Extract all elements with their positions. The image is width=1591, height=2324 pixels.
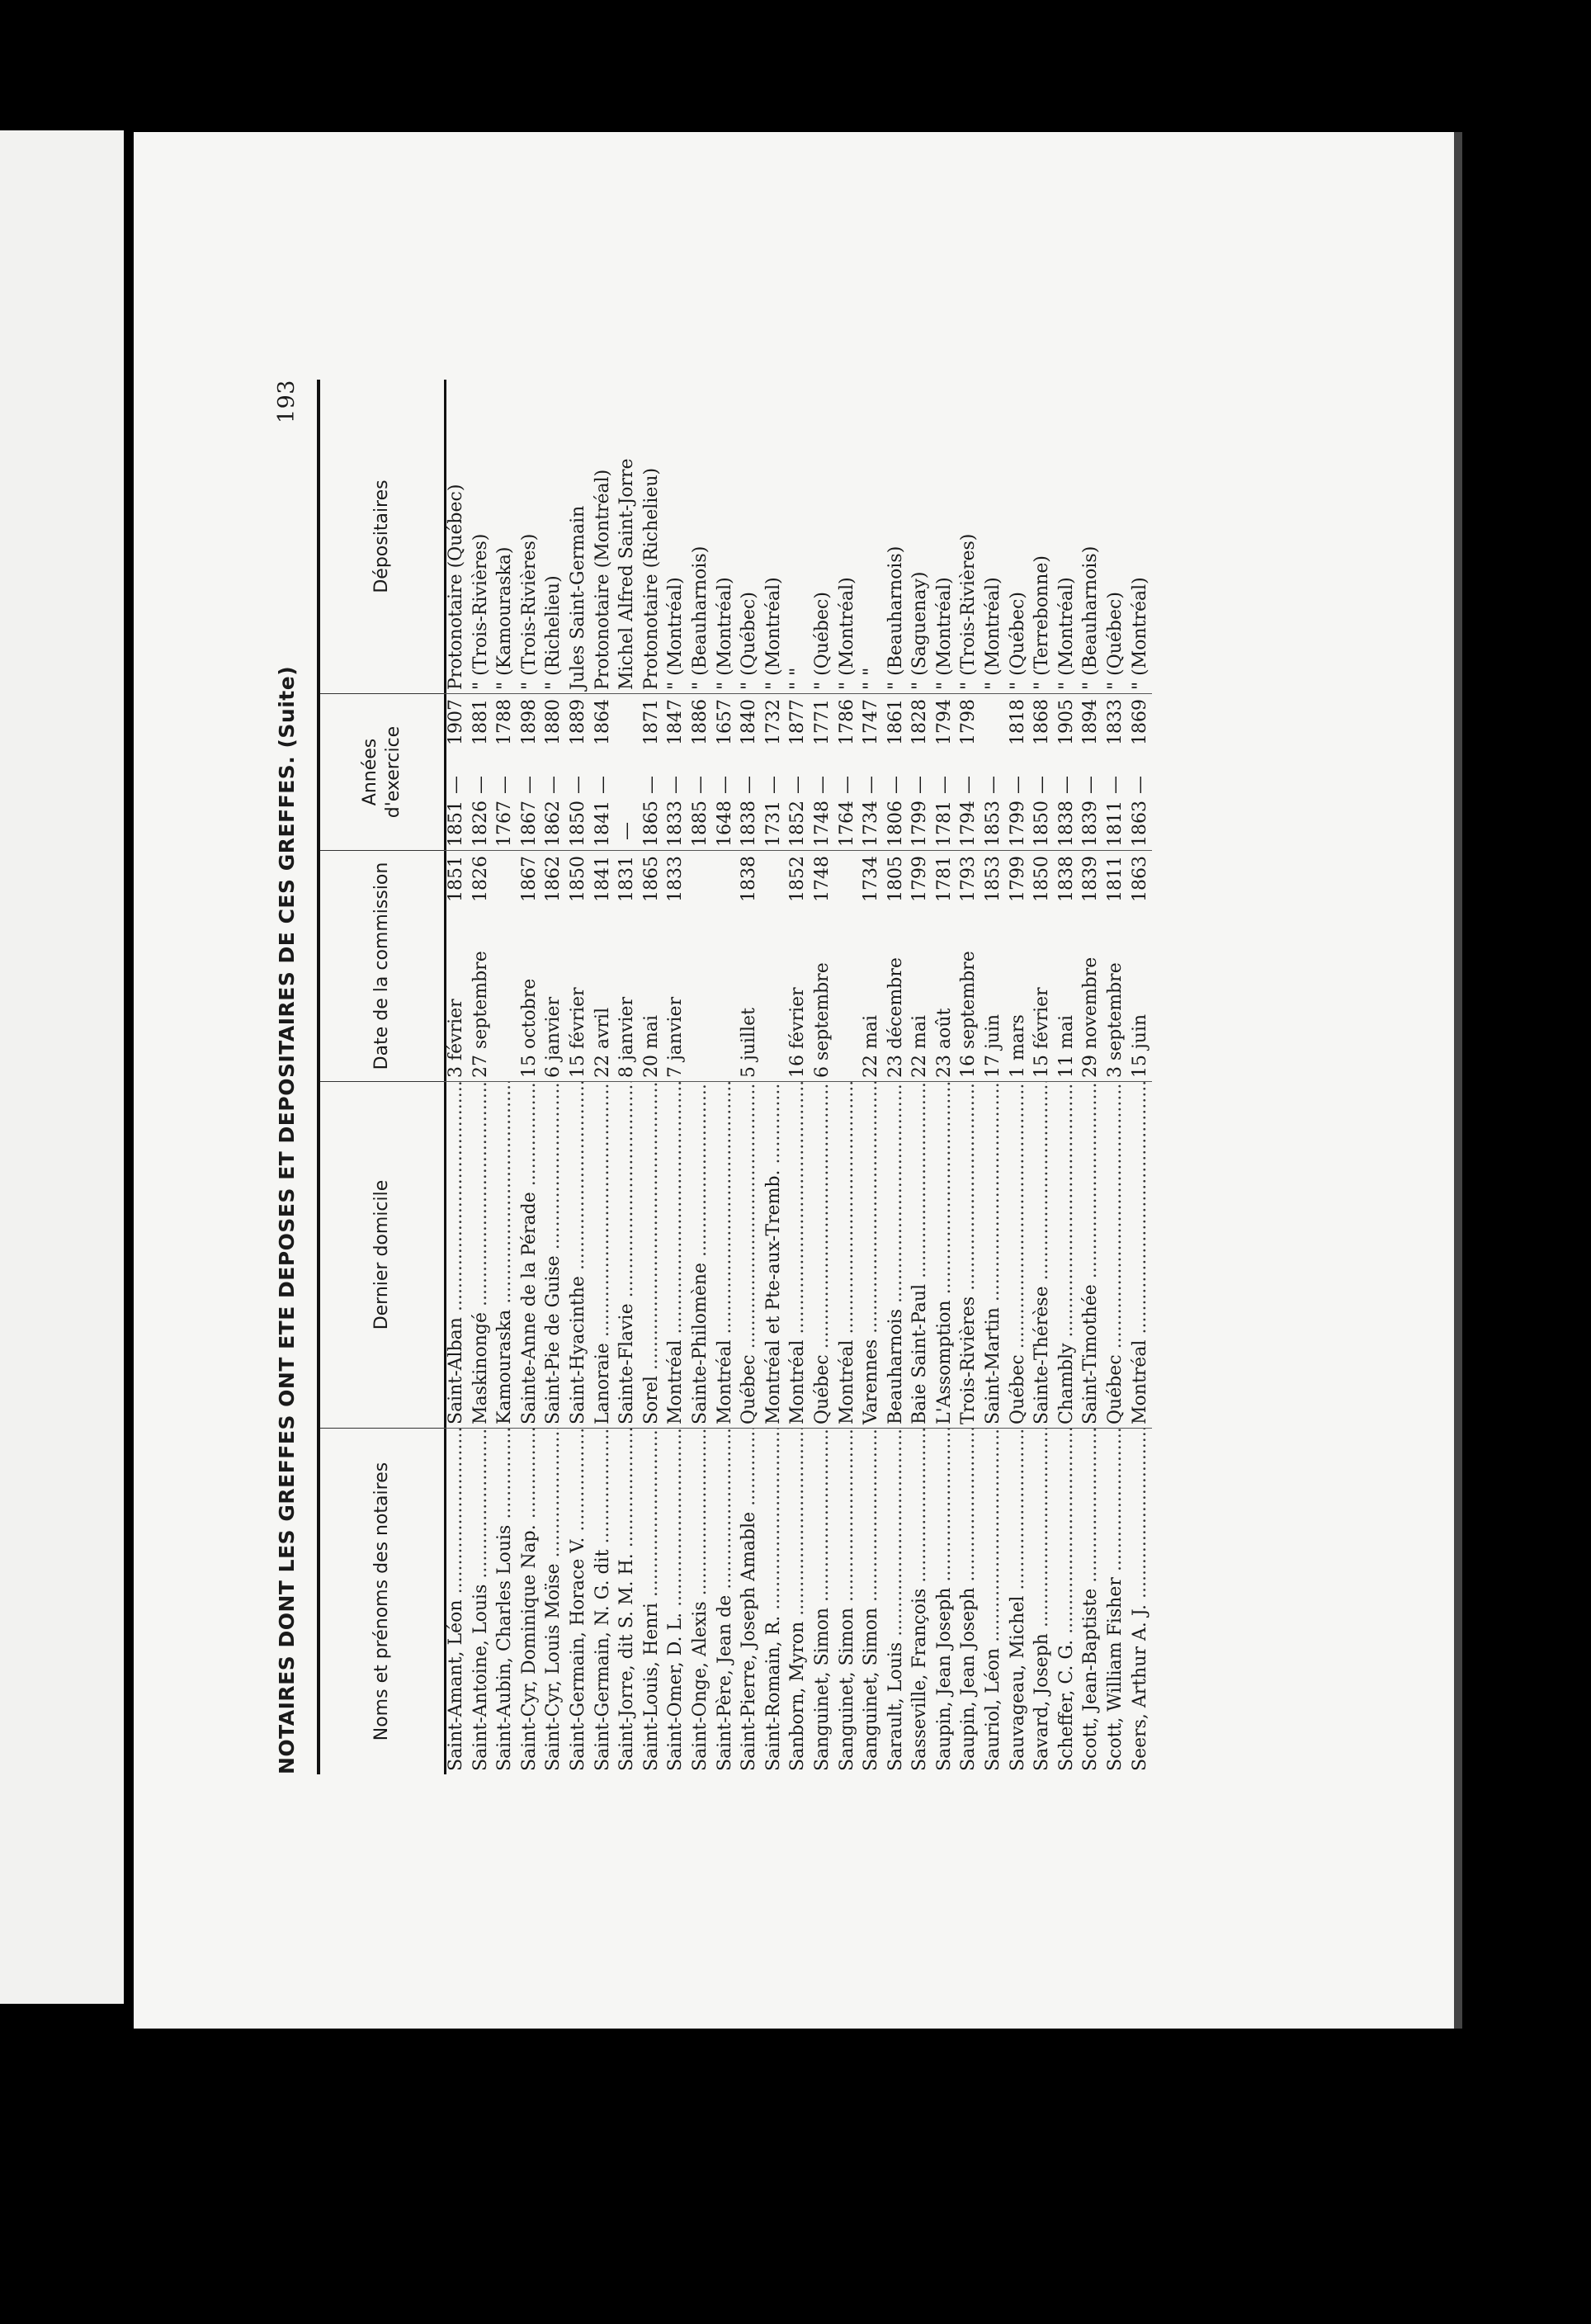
cell-name: Sanguinet, Simon ..... xyxy=(835,1428,860,1774)
cell-years: 1781— 1794 xyxy=(932,693,957,850)
cell-commission: 3 septembre 1811 xyxy=(1103,850,1128,1081)
cell-depositaire: " (Saguenay) xyxy=(909,571,931,690)
cell-name: Saint-Louis, Henri ..... xyxy=(640,1428,664,1774)
cell-domicile: Sorel ..... xyxy=(640,1081,664,1428)
cell-commission: 16 février 1852 xyxy=(786,850,810,1081)
cell-depositaire: Protonotaire (Montréal) xyxy=(592,469,613,690)
cell-domicile: Saint-Pie de Guise ..... xyxy=(541,1081,566,1428)
commission-year: 1781 xyxy=(933,856,955,902)
table-body xyxy=(444,380,1152,1774)
table-row xyxy=(1128,380,1153,1774)
years-to: 1864 xyxy=(592,699,613,745)
cell-depositaire: " (Trois-Rivières) xyxy=(518,533,540,690)
cell-name: Saint-Jorre, dit S. M. H. ..... xyxy=(615,1428,640,1774)
commission-year: 1865 xyxy=(640,856,662,902)
cell-years: 1794— 1798 xyxy=(956,693,981,850)
commission-year: 1850 xyxy=(567,856,588,902)
cell-domicile: Maskinongé ..... xyxy=(469,1081,493,1428)
cell-years: 1850— 1868 xyxy=(1030,693,1055,850)
years-to: 1905 xyxy=(1055,699,1077,745)
table-row xyxy=(1103,380,1128,1774)
cell-depositaire: " (Montréal) xyxy=(665,577,687,690)
cell-name: Scott, Jean-Baptiste ..... xyxy=(1079,1428,1103,1774)
cell-domicile: Montréal ..... xyxy=(835,1081,860,1428)
cell-domicile: Montréal et Pte-aux-Tremb. ..... xyxy=(762,1081,786,1428)
header-commission: Date de la commission xyxy=(320,850,444,1081)
cell-depositaire: " (Montréal) xyxy=(714,577,735,690)
cell-depositaire: " (Trois-Rivières) xyxy=(958,533,980,690)
cell-commission xyxy=(835,850,860,1081)
commission-year: 1850 xyxy=(1032,856,1053,902)
years-to: 1798 xyxy=(958,699,980,745)
cell-name: Saint-Père, Jean de ..... xyxy=(713,1428,738,1774)
cell-commission xyxy=(762,850,786,1081)
cell-years: — xyxy=(615,693,640,850)
commission-year: 1748 xyxy=(811,856,833,902)
cell-depositaire: " (Richelieu) xyxy=(543,575,564,690)
cell-commission xyxy=(493,850,517,1081)
years-to: 1886 xyxy=(689,699,711,745)
years-to: 1828 xyxy=(909,699,931,745)
cell-name: Seers, Arthur A. J. ..... xyxy=(1128,1428,1153,1774)
years-to: 1818 xyxy=(1007,699,1028,745)
cell-years: 1764— 1786 xyxy=(835,693,860,850)
cell-commission: 15 février 1850 xyxy=(1030,850,1055,1081)
cell-name: Saupin, Jean Joseph ..... xyxy=(932,1428,957,1774)
commission-year: 1853 xyxy=(983,856,1004,902)
cell-domicile: Montréal ..... xyxy=(1128,1081,1153,1428)
years-to: 1747 xyxy=(861,699,882,745)
years-to: 1881 xyxy=(470,699,491,745)
cell-name: Scheffer, C. G. ..... xyxy=(1055,1428,1079,1774)
cell-name: Saint-Amant, Léon ..... xyxy=(444,1428,469,1774)
cell-years: 1853— xyxy=(981,693,1006,850)
cell-years: 1867— 1898 xyxy=(517,693,542,850)
cell-domicile: Sainte-Thérèse ..... xyxy=(1030,1081,1055,1428)
cell-name: Saint-Antoine, Louis ..... xyxy=(469,1428,493,1774)
left-page-edge xyxy=(0,130,124,2004)
cell-name: Saint-Romain, R. ..... xyxy=(762,1428,786,1774)
years-to: 1771 xyxy=(811,699,833,745)
header-name: Noms et prénoms des notaires xyxy=(320,1428,444,1774)
table-row xyxy=(810,380,835,1774)
years-to: 1847 xyxy=(665,699,687,745)
cell-years: 1885— 1886 xyxy=(688,693,713,850)
commission-year: 1833 xyxy=(665,856,687,902)
cell-depositaire: " (Terrebonne) xyxy=(1032,555,1053,690)
table-row xyxy=(884,380,909,1774)
years-to: 1907 xyxy=(446,699,466,745)
cell-commission xyxy=(713,850,738,1081)
cell-depositaire: " (Québec) xyxy=(1105,592,1126,690)
header-years: Années d'exercice xyxy=(320,693,444,850)
cell-commission: 3 février 1851 xyxy=(444,850,469,1081)
cell-commission: 1 mars 1799 xyxy=(1006,850,1031,1081)
page-title: NOTAIRES DONT LES GREFFES ONT ETE DEPOSES ET DEPOSITAIRES DE CES GREFFES. (Suite) xyxy=(275,665,299,1774)
cell-years: 1851— 1907 xyxy=(444,693,469,850)
commission-year: 1799 xyxy=(909,856,931,902)
rotated-table-block xyxy=(264,380,1188,1774)
cell-depositaire: " (Beauharnois) xyxy=(1080,546,1102,690)
cell-years: 1838— 1840 xyxy=(737,693,762,850)
cell-depositaire: " (Montréal) xyxy=(1129,577,1150,690)
table-row xyxy=(908,380,932,1774)
commission-year: 1793 xyxy=(958,856,980,902)
table-row xyxy=(1006,380,1031,1774)
cell-name: Sasseville, François ..... xyxy=(908,1428,932,1774)
cell-name: Saint-Germain, N. G. dit ..... xyxy=(591,1428,616,1774)
table-row xyxy=(1079,380,1103,1774)
cell-depositaire: " (Québec) xyxy=(1007,592,1028,690)
cell-commission: 27 septembre 1826 xyxy=(469,850,493,1081)
cell-commission xyxy=(688,850,713,1081)
table-row xyxy=(932,380,957,1774)
table-row xyxy=(713,380,738,1774)
years-to: 1894 xyxy=(1080,699,1102,745)
table-row xyxy=(493,380,517,1774)
table-row xyxy=(517,380,542,1774)
cell-domicile: Montréal ..... xyxy=(713,1081,738,1428)
cell-name: Sauriol, Léon ..... xyxy=(981,1428,1006,1774)
cell-domicile: Trois-Rivières ..... xyxy=(956,1081,981,1428)
cell-name: Sarault, Louis ..... xyxy=(884,1428,909,1774)
table-row xyxy=(737,380,762,1774)
cell-domicile: Chambly ..... xyxy=(1055,1081,1079,1428)
cell-commission: 6 septembre 1748 xyxy=(810,850,835,1081)
commission-year: 1838 xyxy=(739,856,760,902)
years-to: 1657 xyxy=(714,699,735,745)
years-to: 1861 xyxy=(885,699,906,745)
cell-commission: 15 octobre 1867 xyxy=(517,850,542,1081)
cell-domicile: L'Assomption ..... xyxy=(932,1081,957,1428)
cell-depositaire: " (Kamouraska) xyxy=(494,546,516,690)
cell-name: Sauvageau, Michel ..... xyxy=(1006,1428,1031,1774)
cell-name: Saint-Cyr, Louis Moïse ..... xyxy=(541,1428,566,1774)
cell-name: Saint-Aubin, Charles Louis ..... xyxy=(493,1428,517,1774)
commission-year: 1734 xyxy=(861,856,882,902)
cell-years: 1865— 1871 xyxy=(640,693,664,850)
cell-domicile: Saint-Timothée ..... xyxy=(1079,1081,1103,1428)
cell-depositaire: Michel Alfred Saint-Jorre xyxy=(616,458,638,690)
cell-name: Saint-Onge, Alexis ..... xyxy=(688,1428,713,1774)
cell-domicile: Québec ..... xyxy=(737,1081,762,1428)
cell-years: 1839— 1894 xyxy=(1079,693,1103,850)
cell-name: Saupin, Jean Joseph ..... xyxy=(956,1428,981,1774)
cell-commission: 22 mai 1734 xyxy=(859,850,884,1081)
cell-domicile: Sainte-Philomène ..... xyxy=(688,1081,713,1428)
cell-depositaire: " (Québec) xyxy=(739,592,760,690)
cell-domicile: Baie Saint-Paul ..... xyxy=(908,1081,932,1428)
years-to: 1871 xyxy=(640,699,662,745)
cell-years: 1838— 1905 xyxy=(1055,693,1079,850)
commission-year: 1841 xyxy=(592,856,613,902)
commission-year: 1805 xyxy=(885,856,906,902)
years-to: 1889 xyxy=(567,699,588,745)
cell-domicile: Kamouraska ..... xyxy=(493,1081,517,1428)
header-domicile: Dernier domicile xyxy=(320,1081,444,1428)
table-row xyxy=(640,380,664,1774)
cell-depositaire: " " xyxy=(787,667,809,690)
table-row xyxy=(444,380,469,1774)
cell-name: Scott, William Fisher ..... xyxy=(1103,1428,1128,1774)
years-to: 1840 xyxy=(739,699,760,745)
cell-depositaire: " (Québec) xyxy=(811,592,833,690)
commission-year: 1838 xyxy=(1055,856,1077,902)
table-row xyxy=(1055,380,1079,1774)
table-row xyxy=(663,380,688,1774)
cell-domicile: Saint-Martin ..... xyxy=(981,1081,1006,1428)
table-row xyxy=(469,380,493,1774)
years-to: 1788 xyxy=(494,699,516,745)
cell-domicile: Varennes ..... xyxy=(859,1081,884,1428)
cell-depositaire: " (Beauharnois) xyxy=(885,546,906,690)
cell-domicile: Beauharnois ..... xyxy=(884,1081,909,1428)
cell-years: 1863— 1869 xyxy=(1128,693,1153,850)
cell-years: 1852— 1877 xyxy=(786,693,810,850)
cell-years: 1799— 1828 xyxy=(908,693,932,850)
commission-year: 1811 xyxy=(1105,856,1126,902)
commission-year: 1799 xyxy=(1007,856,1028,902)
cell-commission: 15 février 1850 xyxy=(566,850,591,1081)
years-to: 1794 xyxy=(933,699,955,745)
commission-year: 1826 xyxy=(470,856,491,902)
cell-depositaire: " (Montréal) xyxy=(933,577,955,690)
cell-years: 1734— 1747 xyxy=(859,693,884,850)
commission-year: 1852 xyxy=(787,856,809,902)
cell-commission: 5 juillet 1838 xyxy=(737,850,762,1081)
cell-years: 1767— 1788 xyxy=(493,693,517,850)
cell-commission: 11 mai 1838 xyxy=(1055,850,1079,1081)
cell-name: Sanguinet, Simon ..... xyxy=(859,1428,884,1774)
cell-years: 1833— 1847 xyxy=(663,693,688,850)
commission-year: 1839 xyxy=(1080,856,1102,902)
years-to: 1833 xyxy=(1105,699,1126,745)
cell-name: Sanborn, Myron ..... xyxy=(786,1428,810,1774)
cell-commission: 8 janvier 1831 xyxy=(615,850,640,1081)
cell-years: 1850— 1889 xyxy=(566,693,591,850)
commission-year: 1867 xyxy=(518,856,540,902)
commission-year: 1863 xyxy=(1129,856,1150,902)
cell-domicile: Sainte-Anne de la Pérade ..... xyxy=(517,1081,542,1428)
cell-name: Saint-Pierre, Joseph Amable ..... xyxy=(737,1428,762,1774)
table-row xyxy=(762,380,786,1774)
years-to: 1732 xyxy=(762,699,784,745)
table-row xyxy=(688,380,713,1774)
cell-commission: 22 avril 1841 xyxy=(591,850,616,1081)
cell-years: 1799— 1818 xyxy=(1006,693,1031,850)
years-to: 1877 xyxy=(787,699,809,745)
cell-commission: 29 novembre 1839 xyxy=(1079,850,1103,1081)
cell-years: 1648— 1657 xyxy=(713,693,738,850)
table-header xyxy=(317,380,446,1774)
commission-year: 1862 xyxy=(543,856,564,902)
cell-depositaire: " (Montréal) xyxy=(1055,577,1077,690)
commission-year: 1851 xyxy=(446,856,466,902)
cell-years: 1841— 1864 xyxy=(591,693,616,850)
years-to: 1786 xyxy=(836,699,857,745)
table-row xyxy=(956,380,981,1774)
header-depositaires: Dépositaires xyxy=(371,479,392,593)
cell-domicile: Saint-Hyacinthe ..... xyxy=(566,1081,591,1428)
cell-domicile: Lanoraie ..... xyxy=(591,1081,616,1428)
years-to: 1869 xyxy=(1129,699,1150,745)
cell-commission: 17 juin 1853 xyxy=(981,850,1006,1081)
cell-name: Sanguinet, Simon ..... xyxy=(810,1428,835,1774)
cell-depositaire: " " xyxy=(861,667,882,690)
cell-years: 1748— 1771 xyxy=(810,693,835,850)
cell-years: 1826— 1881 xyxy=(469,693,493,850)
table-row xyxy=(981,380,1006,1774)
table-row xyxy=(615,380,640,1774)
cell-domicile: Sainte-Flavie ..... xyxy=(615,1081,640,1428)
cell-depositaire: Protonotaire (Richelieu) xyxy=(640,467,662,690)
cell-depositaire: " (Trois-Rivières) xyxy=(470,533,491,690)
cell-depositaire: " (Montréal) xyxy=(836,577,857,690)
cell-commission: 23 août 1781 xyxy=(932,850,957,1081)
cell-name: Saint-Cyr, Dominique Nap. ..... xyxy=(517,1428,542,1774)
cell-years: 1806— 1861 xyxy=(884,693,909,850)
table-row xyxy=(1030,380,1055,1774)
table-row xyxy=(591,380,616,1774)
cell-depositaire: " (Montréal) xyxy=(762,577,784,690)
cell-commission: 15 juin 1863 xyxy=(1128,850,1153,1081)
cell-commission: 7 janvier 1833 xyxy=(663,850,688,1081)
cell-domicile: Québec ..... xyxy=(1103,1081,1128,1428)
cell-years: 1811— 1833 xyxy=(1103,693,1128,850)
page-number: 193 xyxy=(274,380,300,424)
cell-domicile: Saint-Alban ..... xyxy=(444,1081,469,1428)
commission-year: 1831 xyxy=(616,856,638,902)
cell-years: 1731— 1732 xyxy=(762,693,786,850)
table-row xyxy=(835,380,860,1774)
table-row xyxy=(786,380,810,1774)
cell-domicile: Montréal ..... xyxy=(786,1081,810,1428)
cell-commission: 22 mai 1799 xyxy=(908,850,932,1081)
table-row xyxy=(541,380,566,1774)
years-to: 1898 xyxy=(518,699,540,745)
cell-depositaire: Protonotaire (Québec) xyxy=(446,484,466,690)
cell-domicile: Montréal ..... xyxy=(663,1081,688,1428)
table-row xyxy=(566,380,591,1774)
cell-commission: 20 mai 1865 xyxy=(640,850,664,1081)
table-row xyxy=(859,380,884,1774)
cell-commission: 6 janvier 1862 xyxy=(541,850,566,1081)
cell-commission: 23 décembre 1805 xyxy=(884,850,909,1081)
years-to: 1868 xyxy=(1032,699,1053,745)
cell-domicile: Québec ..... xyxy=(1006,1081,1031,1428)
cell-name: Saint-Omer, D. L. ..... xyxy=(663,1428,688,1774)
cell-commission: 16 septembre 1793 xyxy=(956,850,981,1081)
cell-depositaire: " (Montréal) xyxy=(983,577,1004,690)
cell-depositaire: Jules Saint-Germain xyxy=(567,505,588,690)
cell-depositaire: " (Beauharnois) xyxy=(689,546,711,690)
cell-domicile: Québec ..... xyxy=(810,1081,835,1428)
page-header xyxy=(264,380,310,1774)
cell-years: 1862— 1880 xyxy=(541,693,566,850)
years-to: 1880 xyxy=(543,699,564,745)
cell-name: Savard, Joseph ..... xyxy=(1030,1428,1055,1774)
cell-name: Saint-Germain, Horace V. ..... xyxy=(566,1428,591,1774)
